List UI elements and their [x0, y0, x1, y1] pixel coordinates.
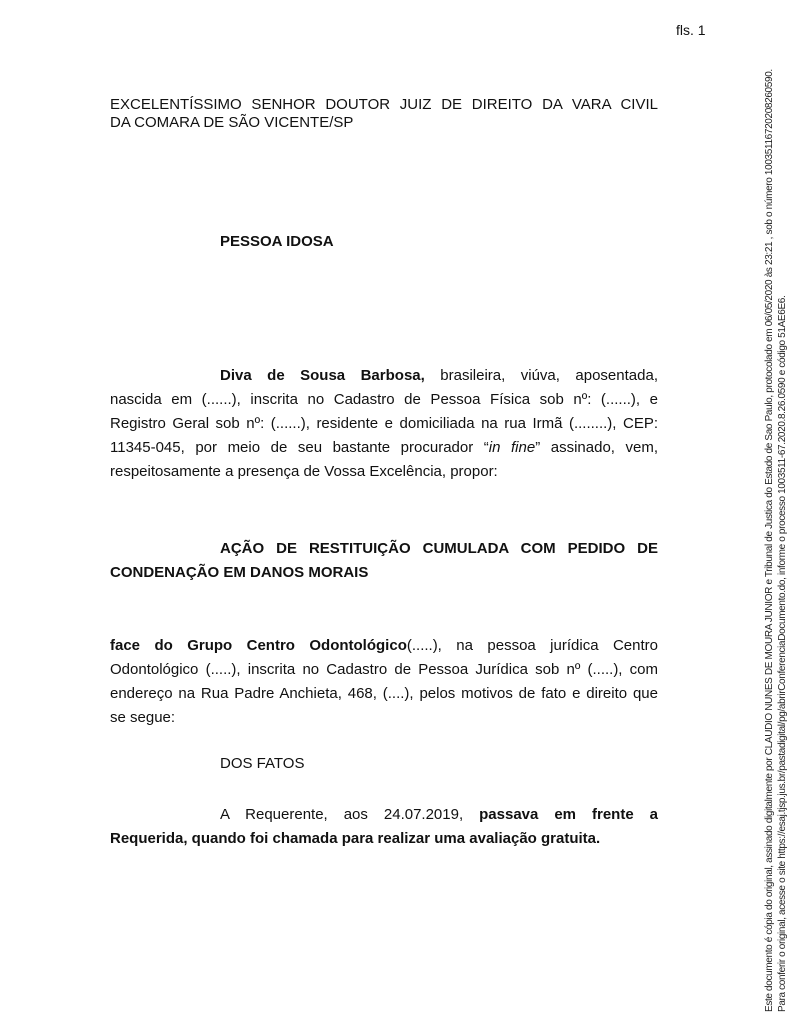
- qualification-line-4: 11345-045, por meio de seu bastante procurador “in fine” assinado, vem,: [110, 439, 659, 456]
- defendant-paragraph: [110, 634, 658, 730]
- plaintiff-name: Diva de Sousa Barbosa,: [220, 367, 425, 384]
- facts-paragraph: [110, 803, 658, 851]
- court-address-line-2: DA COMARA DE SÃO VICENTE/SP: [110, 114, 354, 131]
- action-title-line-1: AÇÃO DE RESTITUIÇÃO CUMULADA COM PEDIDO DE: [220, 540, 658, 557]
- facts-heading: DOS FATOS: [220, 755, 305, 772]
- qualification-line-2: nascida em (......), inscrita no Cadastro de Pessoa Física sob nº: (......), e: [110, 391, 658, 408]
- defendant-name: face do Grupo Centro Odontológico: [110, 637, 407, 654]
- stamp-line-2: Para conferir o original, acesse o site https://esaj.tjsp.jus.br/pastadigital/pg/abrirConferenciaDocumento.do, informe o processo 1003511-67.2020.8.26.0590 e código 51AE6E6.: [776, 295, 788, 1012]
- stamp-line-1: Este documento é cópia do original, assinado digitalmente por CLAUDIO NUNES DE MOURA JUNIOR e Tribunal de Justica do Estado de Sao Paulo, protocolado em 06/05/2020 às 23:21 , sob o número 10035116720208260590.: [764, 69, 775, 1012]
- priority-label: PESSOA IDOSA: [220, 233, 334, 250]
- qualification-paragraph: [110, 364, 658, 484]
- defendant-line-3: endereço na Rua Padre Anchieta, 468, (....), pelos motivos de fato e direito que: [110, 685, 658, 702]
- digital-signature-stamp: [764, 0, 789, 1012]
- qualification-line-5: respeitosamente a presença de Vossa Excelência, propor:: [110, 463, 498, 480]
- page-number: fls. 1: [676, 22, 706, 38]
- court-address: [110, 96, 658, 132]
- qualification-line-1: Diva de Sousa Barbosa, brasileira, viúva, aposentada,: [220, 367, 658, 384]
- action-title: [110, 537, 658, 585]
- defendant-line-1: face do Grupo Centro Odontológico(.....), na pessoa jurídica Centro: [110, 637, 658, 654]
- defendant-line-4: se segue:: [110, 709, 176, 726]
- court-address-line-1: EXCELENTÍSSIMO SENHOR DOUTOR JUIZ DE DIREITO DA VARA CIVIL: [110, 96, 658, 113]
- facts-line-2: Requerida, quando foi chamada para realizar uma avaliação gratuita.: [110, 830, 601, 847]
- facts-line-1: A Requerente, aos 24.07.2019, passava em frente a: [220, 806, 658, 823]
- qualification-line-3: Registro Geral sob nº: (......), residente e domiciliada na rua Irmã (........), CEP:: [110, 415, 658, 432]
- action-title-line-2: CONDENAÇÃO EM DANOS MORAIS: [110, 564, 369, 581]
- defendant-line-2: Odontológico (.....), inscrita no Cadastro de Pessoa Jurídica sob nº (.....), com: [110, 661, 658, 678]
